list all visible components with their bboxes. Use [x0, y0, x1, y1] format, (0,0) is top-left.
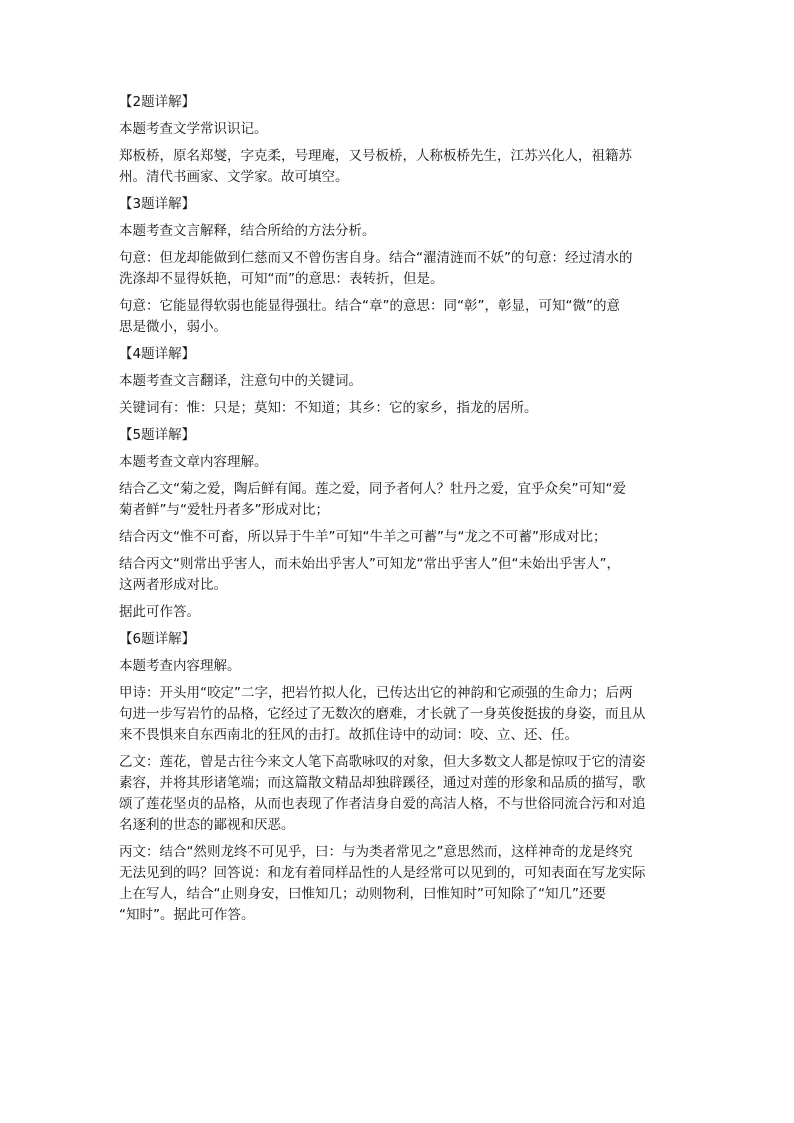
paragraph: [119, 479, 679, 521]
paragraph: [119, 842, 679, 926]
paragraph: [119, 554, 679, 596]
text-line: 丙文：结合“然则龙终不可见乎，曰：与为类者常见之”意思然而，这样神奇的龙是终究: [119, 844, 633, 860]
section-intro: 本题考查文言翻译，注意句中的关键词。: [119, 373, 362, 389]
text-line: 句进一步写岩竹的品格，它经过了无数次的磨难，才长就了一身英俊挺拔的身姿，而且从: [119, 706, 646, 722]
text-line: 句意：它能显得软弱也能显得强壮。结合“章”的意思：同“彰”，彰显，可知“微”的意: [119, 298, 620, 314]
section-q5: [119, 425, 679, 623]
text-line: 洗涤却不显得妖艳，可知“而”的意思：表转折，但是。: [119, 271, 444, 287]
text-line: 句意：但龙却能做到仁慈而又不曾伤害自身。结合“濯清涟而不妖”的句意：经过清水的: [119, 250, 633, 266]
section-heading: 【4题详解】: [119, 346, 196, 362]
paragraph: [119, 248, 679, 290]
text-line: 名逐利的世态的鄙视和厌恶。: [119, 817, 295, 833]
section-intro: 本题考查文章内容理解。: [119, 454, 268, 470]
text-line: 这两者形成对比。: [119, 577, 227, 593]
text-line: 思是微小，弱小。: [119, 319, 227, 335]
section-intro: 本题考查文言解释，结合所给的方法分析。: [119, 223, 376, 239]
text-line: 关键词有：惟：只是；莫知：不知道；其乡：它的家乡，指龙的居所。: [119, 400, 538, 416]
text-line: 素容，并将其形诸笔端；而这篇散文精品却独辟蹊径，通过对莲的形象和品质的描写，歌: [119, 775, 646, 791]
text-line: 乙文：莲花，曾是古往今来文人笔下高歌咏叹的对象，但大多数文人都是惊叹于它的清姿: [119, 754, 646, 770]
paragraph: [119, 527, 679, 548]
paragraph: [119, 602, 679, 623]
section-q4: [119, 344, 679, 419]
text-line: 结合丙文“则常出乎害人，而未始出乎害人”可知龙“常出乎害人”但“未始出乎害人”，: [119, 556, 620, 572]
paragraph: [119, 146, 679, 188]
text-line: “知时”。据此可作答。: [119, 907, 255, 923]
section-q6: [119, 629, 679, 926]
section-q3: [119, 194, 679, 338]
text-line: 甲诗：开头用“咬定”二字，把岩竹拟人化，已传达出它的神韵和它顽强的生命力；后两: [119, 685, 633, 701]
section-intro: 本题考查文学常识识记。: [119, 121, 268, 137]
section-heading: 【5题详解】: [119, 427, 196, 443]
text-line: 州。清代书画家、文学家。故可填空。: [119, 169, 349, 185]
text-line: 颂了莲花坚贞的品格，从而也表现了作者洁身自爱的高洁人格，不与世俗同流合污和对追: [119, 796, 646, 812]
text-line: 来不畏惧来自东西南北的狂风的击打。故抓住诗中的动词：咬、立、还、任。: [119, 727, 578, 743]
text-line: 据此可作答。: [119, 604, 200, 620]
text-line: 菊者鲜”与“爱牡丹者多”形成对比；: [119, 502, 329, 518]
text-line: 郑板桥，原名郑燮，字克柔，号理庵，又号板桥，人称板桥先生，江苏兴化人，祖籍苏: [119, 148, 632, 164]
text-line: 上在写人，结合“止则身安，曰惟知几；动则物利，曰惟知时”可知除了“知几”还要: [119, 886, 606, 902]
document-body: [119, 92, 679, 926]
text-line: 无法见到的吗？回答说：和龙有着同样品性的人是经常可以见到的，可知表面在写龙实际: [119, 865, 646, 881]
text-line: 结合乙文“菊之爱，陶后鲜有闻。莲之爱，同予者何人？牡丹之爱，宜乎众矣”可知“爱: [119, 481, 626, 497]
paragraph: [119, 683, 679, 746]
paragraph: [119, 398, 679, 419]
section-q2: [119, 92, 679, 188]
paragraph: [119, 752, 679, 836]
section-heading: 【2题详解】: [119, 94, 196, 110]
section-intro: 本题考查内容理解。: [119, 658, 241, 674]
paragraph: [119, 296, 679, 338]
text-line: 结合丙文“惟不可畜，所以异于牛羊”可知“牛羊之可蓄”与“龙之不可蓄”形成对比；: [119, 529, 607, 545]
section-heading: 【6题详解】: [119, 631, 196, 647]
section-heading: 【3题详解】: [119, 196, 196, 212]
